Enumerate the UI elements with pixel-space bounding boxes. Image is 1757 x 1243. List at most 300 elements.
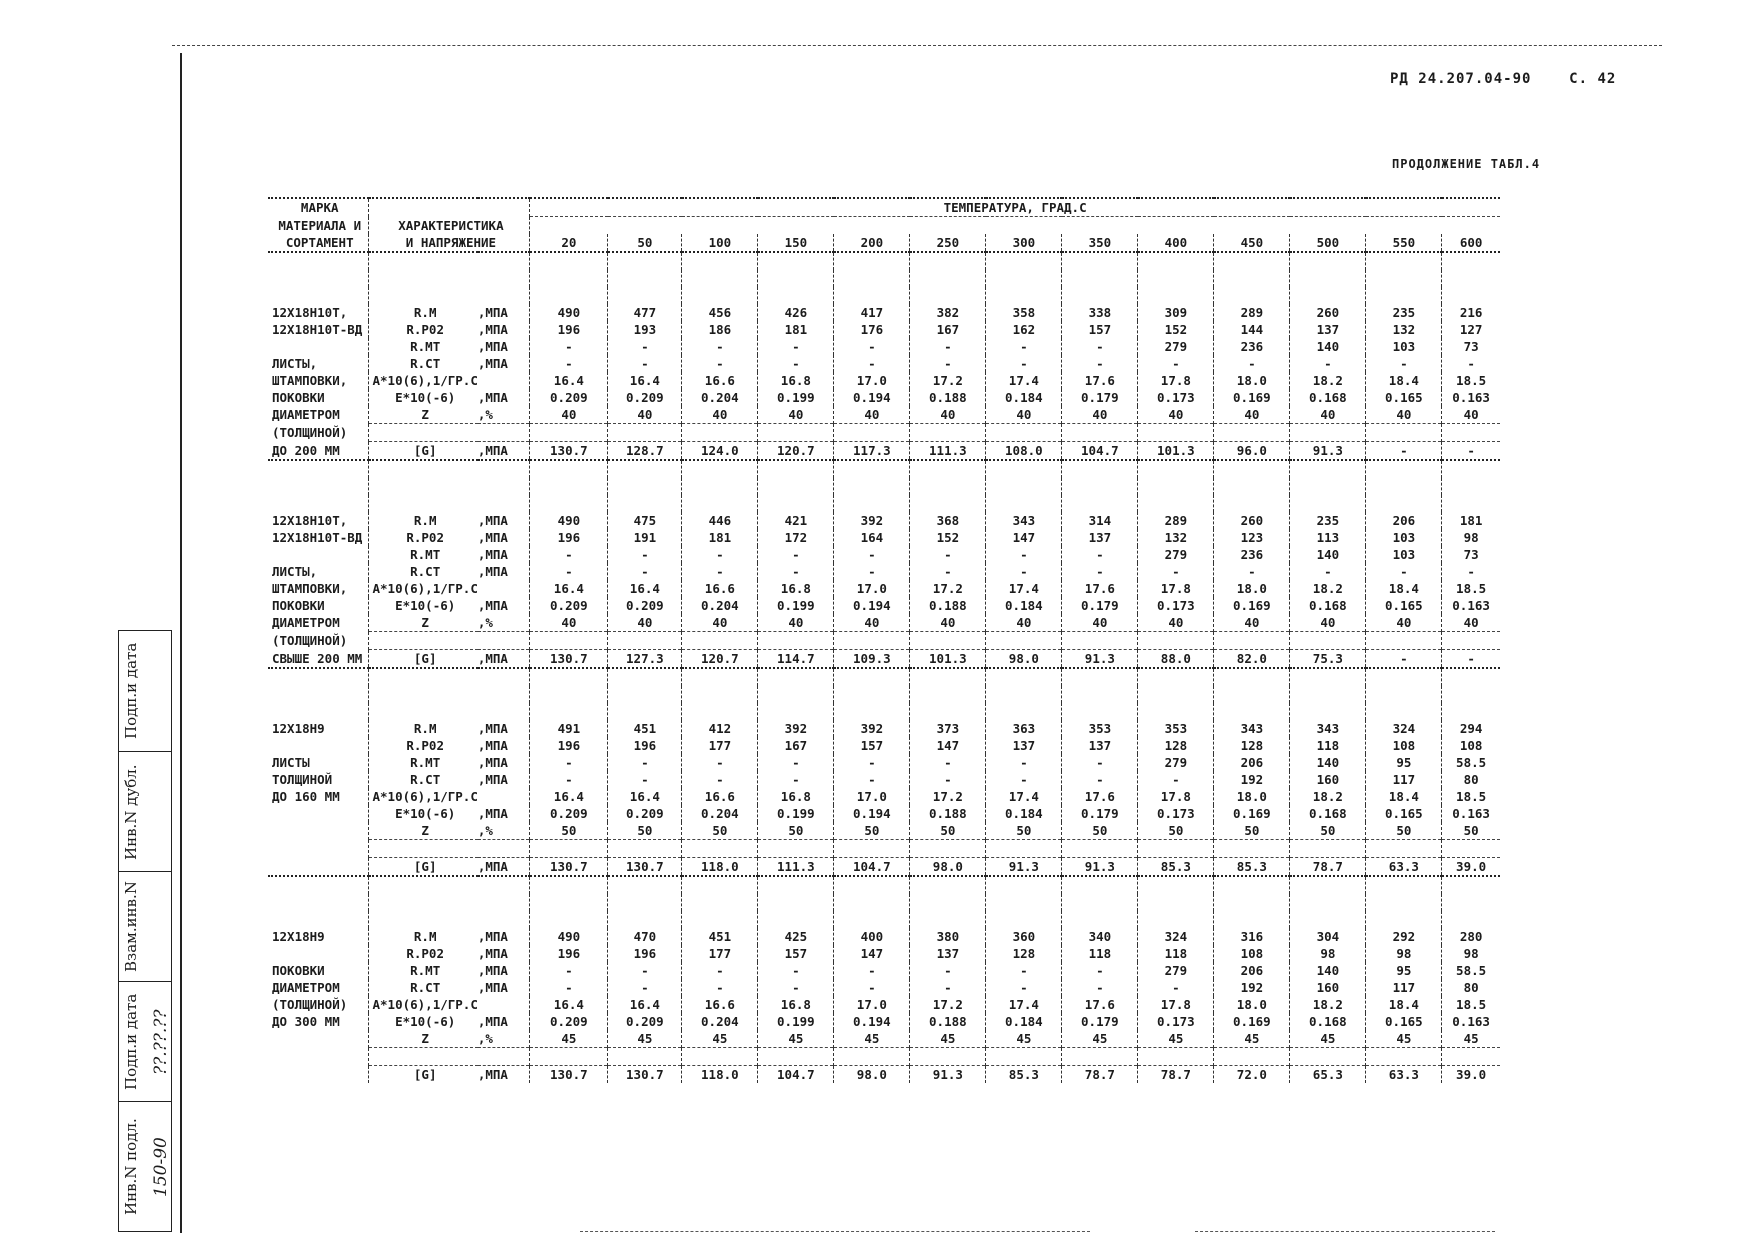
value-cell (834, 1048, 910, 1066)
value-cell (1442, 252, 1500, 270)
table-row (268, 754, 1500, 771)
value-cell: 123 (1214, 529, 1290, 546)
value-cell: 0.179 (1062, 805, 1138, 822)
value-cell: 40 (1366, 614, 1442, 632)
value-cell (1138, 911, 1214, 928)
value-cell: 196 (530, 321, 608, 338)
characteristic-label: A*10(6),1/ГР.С (368, 788, 478, 805)
value-cell: 236 (1214, 338, 1290, 355)
value-cell: - (530, 754, 608, 771)
characteristic-unit: ,МПА (477, 946, 508, 961)
value-cell: 104.7 (834, 858, 910, 877)
value-cell (910, 911, 986, 928)
value-cell: 206 (1214, 962, 1290, 979)
value-cell: - (682, 754, 758, 771)
table-continuation-label: ПРОДОЛЖЕНИЕ ТАБЛ.4 (1392, 157, 1541, 171)
value-cell: 137 (910, 945, 986, 962)
material-cell (268, 338, 368, 355)
value-cell: 236 (1214, 546, 1290, 563)
value-cell: 40 (910, 406, 986, 424)
value-cell: 137 (1290, 321, 1366, 338)
table-row (268, 546, 1500, 563)
stamp-cell (119, 751, 171, 872)
material-cell: 12Х18Н9 (272, 929, 325, 944)
temperature-header-cell: 450 (1214, 234, 1290, 252)
value-cell: 16.4 (530, 580, 608, 597)
value-cell: 160 (1290, 979, 1366, 996)
value-cell: 45 (1062, 1030, 1138, 1048)
value-cell: - (530, 563, 608, 580)
value-cell (1290, 287, 1366, 304)
value-cell: 16.6 (682, 372, 758, 389)
table-row (268, 928, 1500, 945)
value-cell: 17.8 (1138, 788, 1214, 805)
characteristic-label (368, 840, 478, 858)
value-cell: 0.199 (758, 805, 834, 822)
characteristic-label: Z (368, 406, 478, 424)
value-cell: - (910, 962, 986, 979)
value-cell: 50 (910, 822, 986, 840)
material-cell (268, 478, 368, 495)
characteristic-unit: ,% (477, 407, 493, 422)
value-cell: 40 (608, 614, 682, 632)
characteristic-label (368, 632, 478, 650)
value-cell: 16.6 (682, 580, 758, 597)
material-cell: (ТОЛЩИНОЙ) (272, 425, 348, 440)
value-cell (834, 703, 910, 720)
material-cell (268, 805, 368, 822)
value-cell: - (1062, 771, 1138, 788)
characteristic-label: E*10(-6) (368, 597, 478, 614)
stamp-label: Инв.N подл. (122, 1118, 140, 1216)
value-cell (530, 840, 608, 858)
value-cell: 40 (986, 406, 1062, 424)
table-row (268, 406, 1500, 424)
value-cell (1138, 478, 1214, 495)
value-cell (1214, 668, 1290, 686)
stamp-label: Взам.инв.N (122, 881, 140, 973)
value-cell (1214, 1048, 1290, 1066)
header-row (268, 198, 1500, 217)
value-cell: 128 (986, 945, 1062, 962)
value-cell (986, 911, 1062, 928)
value-cell: 475 (608, 512, 682, 529)
value-cell: 73 (1442, 338, 1500, 355)
material-cell (268, 686, 368, 703)
value-cell: 0.165 (1366, 389, 1442, 406)
value-cell (530, 894, 608, 911)
characteristic-label: [G] (368, 858, 478, 877)
characteristic-label (368, 424, 478, 442)
value-cell (758, 703, 834, 720)
material-cell (268, 460, 368, 478)
value-cell (986, 894, 1062, 911)
value-cell: 130.7 (530, 858, 608, 877)
value-cell (1366, 703, 1442, 720)
value-cell: 98 (1442, 529, 1500, 546)
value-cell: 40 (758, 406, 834, 424)
characteristic-unit (478, 1048, 530, 1066)
value-cell (530, 460, 608, 478)
header-material: МАТЕРИАЛА И (278, 217, 362, 233)
table-row (268, 389, 1500, 406)
value-cell (1442, 686, 1500, 703)
value-cell: 18.5 (1442, 580, 1500, 597)
value-cell (530, 1048, 608, 1066)
value-cell: 0.209 (530, 597, 608, 614)
value-cell: 304 (1290, 928, 1366, 945)
value-cell: - (1366, 442, 1442, 461)
value-cell: 101.3 (1138, 442, 1214, 461)
value-cell: 80 (1442, 771, 1500, 788)
value-cell: 104.7 (758, 1066, 834, 1084)
value-cell: - (834, 962, 910, 979)
characteristic-unit (478, 703, 530, 720)
value-cell: - (758, 771, 834, 788)
value-cell: - (608, 338, 682, 355)
value-cell (530, 911, 608, 928)
value-cell: 0.204 (682, 1013, 758, 1030)
value-cell: 196 (530, 945, 608, 962)
value-cell: 40 (682, 614, 758, 632)
value-cell (608, 460, 682, 478)
value-cell: 140 (1290, 962, 1366, 979)
value-cell: 0.169 (1214, 1013, 1290, 1030)
temperature-header-cell: 600 (1442, 234, 1500, 252)
value-cell (834, 252, 910, 270)
value-cell: 490 (530, 512, 608, 529)
value-cell: 130.7 (530, 442, 608, 461)
table-row (268, 668, 1500, 686)
value-cell (682, 1048, 758, 1066)
table-row (268, 529, 1500, 546)
value-cell: 132 (1138, 529, 1214, 546)
value-cell: 18.4 (1366, 372, 1442, 389)
temperature-header-cell: 350 (1062, 234, 1138, 252)
value-cell: - (1062, 754, 1138, 771)
table-row (268, 962, 1500, 979)
value-cell: 103 (1366, 338, 1442, 355)
value-cell: - (530, 355, 608, 372)
value-cell: 16.4 (608, 372, 682, 389)
value-cell: 91.3 (1062, 858, 1138, 877)
characteristic-unit: ,МПА (477, 390, 508, 405)
characteristic-unit: ,МПА (477, 598, 508, 613)
value-cell (910, 840, 986, 858)
material-cell: ДИАМЕТРОМ (272, 980, 340, 995)
value-cell: 0.169 (1214, 805, 1290, 822)
value-cell: 45 (910, 1030, 986, 1048)
value-cell: 50 (1138, 822, 1214, 840)
table-row (268, 737, 1500, 754)
value-cell: 490 (530, 928, 608, 945)
value-cell (682, 894, 758, 911)
value-cell: 130.7 (608, 858, 682, 877)
characteristic-label: R.MT (368, 546, 478, 563)
value-cell (530, 424, 608, 442)
value-cell: 50 (1442, 822, 1500, 840)
table-row (268, 858, 1500, 877)
value-cell: 368 (910, 512, 986, 529)
value-cell: 279 (1138, 546, 1214, 563)
temperature-header-cell: 500 (1290, 234, 1366, 252)
characteristic-unit: ,МПА (477, 738, 508, 753)
value-cell (1062, 703, 1138, 720)
characteristic-label: R.M (368, 928, 478, 945)
value-cell (682, 270, 758, 287)
value-cell (1214, 252, 1290, 270)
value-cell: 392 (834, 512, 910, 529)
value-cell: 98.0 (986, 650, 1062, 669)
characteristic-label (368, 668, 478, 686)
value-cell: 206 (1214, 754, 1290, 771)
value-cell: 17.2 (910, 372, 986, 389)
value-cell: - (834, 355, 910, 372)
value-cell: 18.4 (1366, 996, 1442, 1013)
value-cell (758, 632, 834, 650)
table-row (268, 911, 1500, 928)
value-cell (1138, 287, 1214, 304)
material-cell (268, 876, 368, 894)
value-cell: 0.188 (910, 597, 986, 614)
characteristic-unit: ,% (477, 615, 493, 630)
value-cell: 353 (1062, 720, 1138, 737)
characteristic-unit: ,МПА (478, 650, 530, 669)
value-cell (1290, 703, 1366, 720)
value-cell (758, 478, 834, 495)
value-cell (530, 632, 608, 650)
value-cell: - (1138, 355, 1214, 372)
value-cell: 177 (682, 945, 758, 962)
table-row (268, 894, 1500, 911)
value-cell (1366, 478, 1442, 495)
value-cell (834, 424, 910, 442)
value-cell: - (608, 563, 682, 580)
value-cell (1138, 703, 1214, 720)
value-cell (1366, 424, 1442, 442)
value-cell: 80 (1442, 979, 1500, 996)
material-cell: ПОКОВКИ (272, 390, 325, 405)
value-cell: 18.0 (1214, 996, 1290, 1013)
value-cell: - (1442, 442, 1500, 461)
characteristic-label: E*10(-6) (368, 805, 478, 822)
value-cell: 128.7 (608, 442, 682, 461)
value-cell: 17.0 (834, 996, 910, 1013)
value-cell: 17.4 (986, 580, 1062, 597)
value-cell: 45 (1442, 1030, 1500, 1048)
characteristic-label: R.P02 (368, 737, 478, 754)
value-cell: 75.3 (1290, 650, 1366, 669)
value-cell (1366, 686, 1442, 703)
value-cell (986, 495, 1062, 512)
temperature-header-cell: 150 (758, 234, 834, 252)
value-cell (1290, 632, 1366, 650)
value-cell: - (758, 338, 834, 355)
value-cell (1290, 1048, 1366, 1066)
value-cell: - (834, 754, 910, 771)
value-cell (1442, 495, 1500, 512)
value-cell (608, 703, 682, 720)
value-cell: 117 (1366, 979, 1442, 996)
value-cell (608, 911, 682, 928)
characteristic-unit: ,% (477, 823, 493, 838)
characteristic-label: Z (368, 822, 478, 840)
value-cell: 120.7 (758, 442, 834, 461)
value-cell: 0.179 (1062, 1013, 1138, 1030)
value-cell (758, 894, 834, 911)
value-cell (608, 287, 682, 304)
value-cell: 17.6 (1062, 372, 1138, 389)
characteristic-unit (478, 495, 530, 512)
value-cell: 0.204 (682, 389, 758, 406)
value-cell (910, 632, 986, 650)
value-cell: - (1290, 355, 1366, 372)
value-cell (986, 424, 1062, 442)
value-cell: 130.7 (530, 1066, 608, 1084)
characteristic-unit: ,МПА (478, 442, 530, 461)
value-cell: 206 (1366, 512, 1442, 529)
value-cell: 18.2 (1290, 996, 1366, 1013)
value-cell (1062, 911, 1138, 928)
value-cell: 40 (1290, 614, 1366, 632)
material-cell: 12Х18Н10Т-ВД (272, 530, 363, 545)
value-cell: 16.4 (608, 580, 682, 597)
characteristic-unit: ,% (477, 1031, 493, 1046)
stamp-handwritten-entry: 150-90 (151, 1137, 171, 1197)
value-cell: 164 (834, 529, 910, 546)
material-cell: ДО 160 ММ (272, 789, 340, 804)
value-cell (1290, 270, 1366, 287)
value-cell: 16.6 (682, 996, 758, 1013)
material-cell: (ТОЛЩИНОЙ) (272, 633, 348, 648)
value-cell (1214, 460, 1290, 478)
value-cell: - (986, 546, 1062, 563)
value-cell: 292 (1366, 928, 1442, 945)
characteristic-label (368, 460, 478, 478)
characteristic-label (368, 1048, 478, 1066)
characteristic-unit (478, 478, 530, 495)
value-cell: - (682, 979, 758, 996)
value-cell: 108 (1366, 737, 1442, 754)
value-cell: 160 (1290, 771, 1366, 788)
value-cell (1138, 1048, 1214, 1066)
characteristic-unit: ,МПА (477, 755, 508, 770)
value-cell (1290, 686, 1366, 703)
value-cell (910, 876, 986, 894)
characteristic-label (368, 876, 478, 894)
characteristic-label: R.P02 (368, 321, 478, 338)
characteristic-unit: ,МПА (477, 322, 508, 337)
value-cell: 140 (1290, 754, 1366, 771)
value-cell: 235 (1366, 304, 1442, 321)
characteristic-unit (478, 668, 530, 686)
value-cell: 0.168 (1290, 597, 1366, 614)
table-row (268, 321, 1500, 338)
value-cell: - (1366, 650, 1442, 669)
value-cell (758, 686, 834, 703)
characteristic-unit: ,МПА (477, 929, 508, 944)
value-cell: 0.209 (608, 597, 682, 614)
value-cell: 0.168 (1290, 805, 1366, 822)
table-row (268, 876, 1500, 894)
value-cell: 382 (910, 304, 986, 321)
value-cell: - (608, 546, 682, 563)
characteristic-label: E*10(-6) (368, 1013, 478, 1030)
value-cell: 124.0 (682, 442, 758, 461)
value-cell: 0.194 (834, 597, 910, 614)
value-cell: 16.4 (608, 996, 682, 1013)
value-cell: - (530, 338, 608, 355)
table-row (268, 703, 1500, 720)
value-cell: 140 (1290, 338, 1366, 355)
value-cell (682, 287, 758, 304)
value-cell: 137 (1062, 737, 1138, 754)
header-characteristic: ХАРАКТЕРИСТИКА (368, 217, 530, 235)
value-cell: 152 (910, 529, 986, 546)
value-cell: - (608, 771, 682, 788)
value-cell: 18.4 (1366, 580, 1442, 597)
stamp-handwritten-entry: ??.??.?? (151, 1009, 171, 1075)
value-cell: 0.188 (910, 1013, 986, 1030)
value-cell (530, 876, 608, 894)
table-row (268, 650, 1500, 669)
value-cell (1442, 876, 1500, 894)
value-cell: - (1138, 563, 1214, 580)
value-cell: 314 (1062, 512, 1138, 529)
value-cell (1442, 460, 1500, 478)
value-cell: - (1214, 355, 1290, 372)
characteristic-label: [G] (368, 1066, 478, 1084)
value-cell: 118 (1138, 945, 1214, 962)
header-material: СОРТАМЕНТ (268, 234, 368, 252)
stamp-cell (119, 631, 171, 751)
table-row (268, 996, 1500, 1013)
material-cell (268, 1066, 368, 1084)
value-cell: - (910, 754, 986, 771)
value-cell (910, 686, 986, 703)
value-cell: 16.4 (530, 788, 608, 805)
characteristic-unit (478, 632, 530, 650)
value-cell (530, 495, 608, 512)
value-cell: 50 (986, 822, 1062, 840)
value-cell: - (1290, 563, 1366, 580)
value-cell: 0.179 (1062, 389, 1138, 406)
value-cell: 78.7 (1290, 858, 1366, 877)
value-cell: 0.163 (1442, 805, 1500, 822)
value-cell: 0.163 (1442, 1013, 1500, 1030)
value-cell: 45 (758, 1030, 834, 1048)
table-row (268, 1048, 1500, 1066)
value-cell (986, 703, 1062, 720)
characteristic-label (368, 270, 478, 287)
value-cell: 400 (834, 928, 910, 945)
value-cell: - (834, 563, 910, 580)
characteristic-label: [G] (368, 442, 478, 461)
value-cell: 470 (608, 928, 682, 945)
value-cell (1290, 894, 1366, 911)
value-cell: 50 (608, 822, 682, 840)
material-cell (268, 1030, 368, 1048)
value-cell: - (986, 979, 1062, 996)
table-row (268, 495, 1500, 512)
value-cell (1062, 495, 1138, 512)
value-cell: 40 (1442, 614, 1500, 632)
characteristic-label: R.MT (368, 962, 478, 979)
table-row (268, 1013, 1500, 1030)
value-cell (1062, 287, 1138, 304)
value-cell: 58.5 (1442, 754, 1500, 771)
value-cell: 0.199 (758, 597, 834, 614)
